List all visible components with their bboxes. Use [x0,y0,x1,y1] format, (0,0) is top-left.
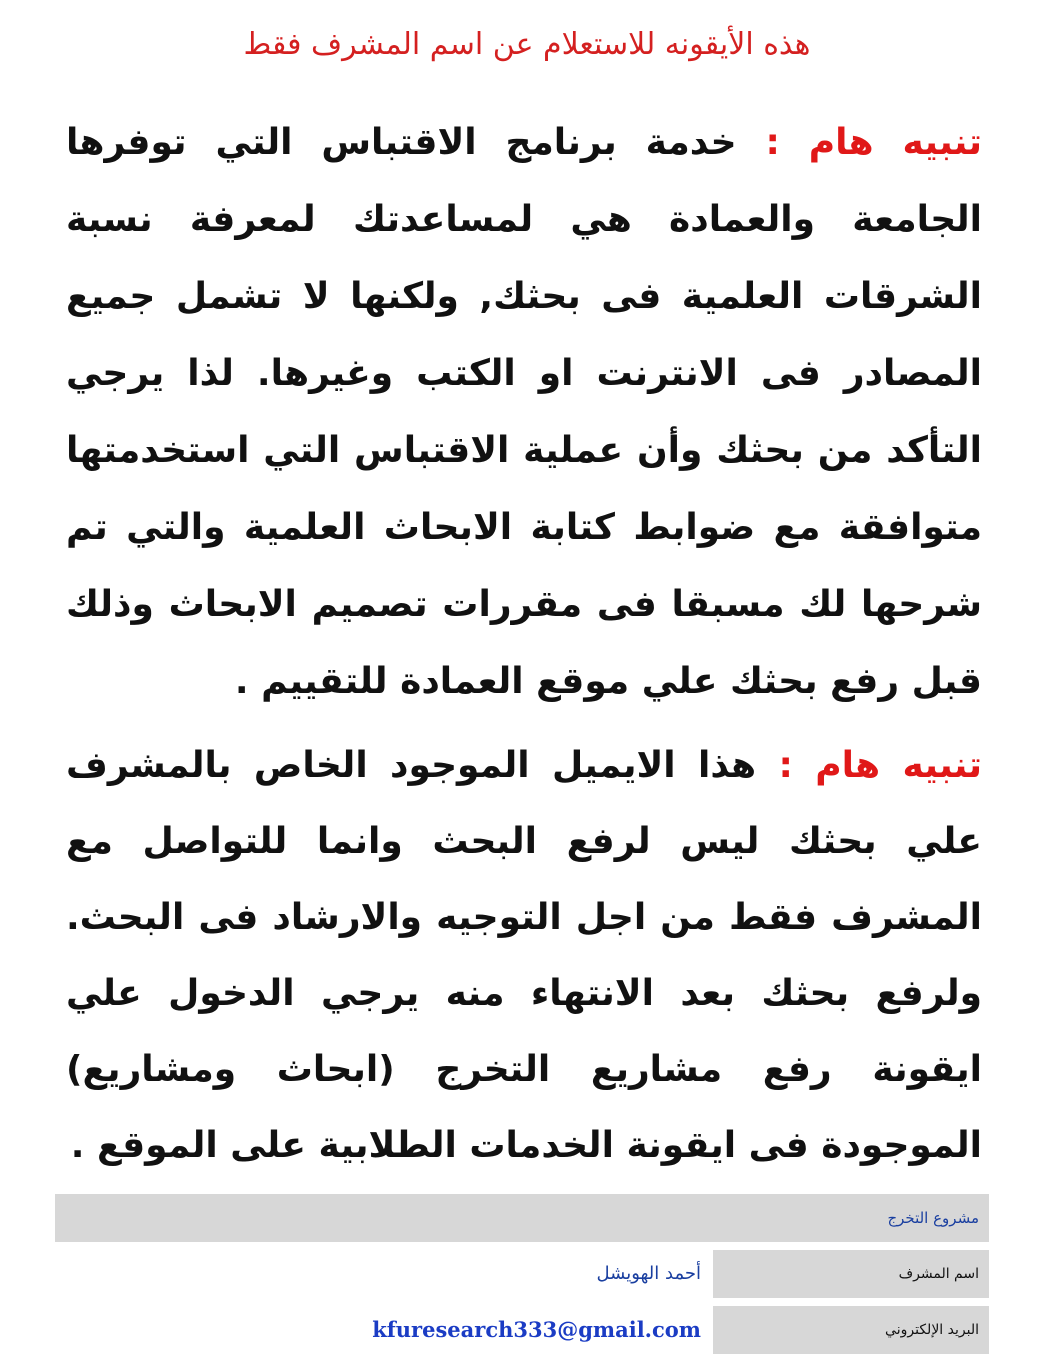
page-title: هذه الأيقونه للاستعلام عن اسم المشرف فقط [243,27,811,62]
notice-text: هذا الايميل الموجود الخاص بالمشرف علي بحثك ليس لرفع البحث وانما للتواصل مع المشرف فقط من اجل التوجيه والارشاد فى البحث. ولرفع بحثك بعد الانتهاء منه يرجي الدخول علي ايقونة رفع مشاريع التخرج (ابحاث ومشاريع) الموجودة فى ايقونة الخدمات الطلابية على الموقع . [66,745,982,1166]
notice-label: تنبيه هام : [778,745,982,786]
supervisor-name: أحمد الهويشل [55,1250,713,1298]
project-section-label: مشروع التخرج [887,1209,979,1227]
supervisor-email-link[interactable]: kfuresearch333@gmail.com [55,1306,713,1354]
notice-label: تنبيه هام : [765,122,982,163]
email-row [55,1306,989,1354]
email-label: البريد الإلكتروني [713,1306,989,1354]
notice-plagiarism [66,104,982,720]
supervisor-row [55,1250,989,1298]
supervisor-info-panel [55,1194,989,1354]
project-section-header [55,1194,989,1242]
supervisor-label: اسم المشرف [713,1250,989,1298]
notice-text: خدمة برنامج الاقتباس التي توفرها الجامعة والعمادة هي لمساعدتك لمعرفة نسبة الشرقات العلمية فى بحثك, ولكنها لا تشمل جميع المصادر فى الانترنت او الكتب وغيرها. لذا يرجي التأكد من بحثك وأن عملية الاقتباس التي استخدمتها متوافقة مع ضوابط كتابة الابحاث العلمية والتي تم شرحها لك مسبقا فى مقررات تصميم الابحاث وذلك قبل رفع بحثك علي موقع العمادة للتقييم . [66,122,982,702]
notice-email [66,728,982,1184]
